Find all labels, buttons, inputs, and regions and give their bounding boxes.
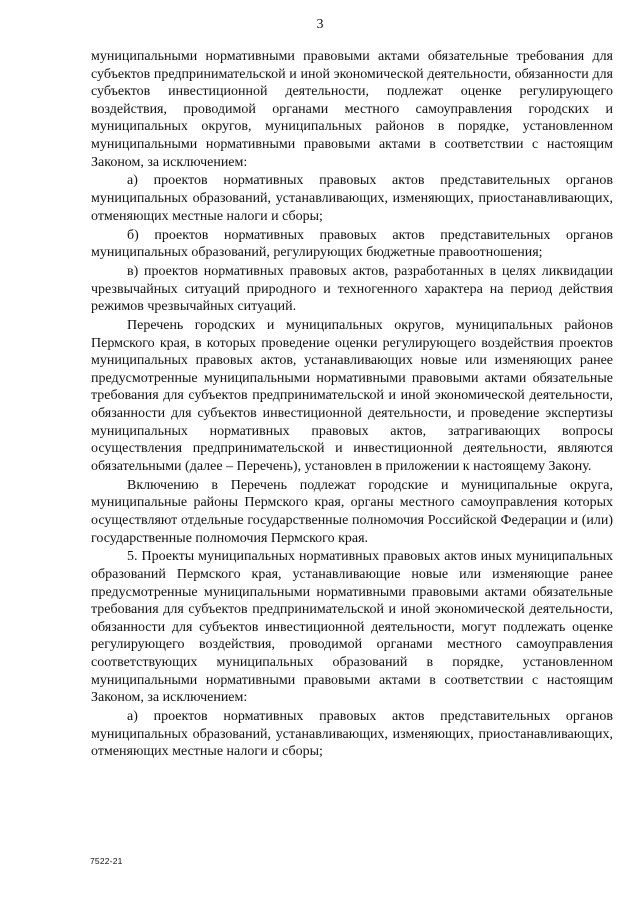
paragraph-item-v: в) проектов нормативных правовых актов, разработанных в целях ликвидации чрезвычайных ситуаций природного и техногенного характера на период действия режимов чрезвычайных ситуаций. xyxy=(91,264,613,315)
document-code: 7522-21 xyxy=(90,856,123,866)
paragraph-list-definition: Перечень городских и муниципальных округов, муниципальных районов Пермского края, в которых проведение оценки регулирующего воздействия проектов муниципальных правовых актов, устанавливающих новые или изменяющих ранее предусмотренные муниципальными нормативными правовыми актами обязательные требования для субъектов предпринимательской и иной экономической деятельности, обязанности для субъектов инвестиционной деятельности, и проведение экспертизы муниципальных нормативных правовых актов, затрагивающих вопросы осуществления предпринимательской и инвестиционной деятельности, являются обязательными (далее – Перечень), установлен в приложении к настоящему Закону. xyxy=(91,318,613,474)
paragraph-continuation: муниципальными нормативными правовыми актами обязательные требования для субъектов предпринимательской и иной экономической деятельности, обязанности для субъектов инвестиционной деятельности, подлежат оценке регулирующего воздействия, проводимой органами местного самоуправления городских и муниципальных округов, муниципальных районов в порядке, установленном муниципальными нормативными правовыми актами в соответствии с настоящим Законом, за исключением: xyxy=(91,49,613,170)
paragraph-item-b: б) проектов нормативных правовых актов представительных органов муниципальных образований, регулирующих бюджетные правоотношения; xyxy=(91,227,613,261)
document-body xyxy=(91,48,613,761)
paragraph-clause-5-item-a: а) проектов нормативных правовых актов представительных органов муниципальных образований, устанавливающих, изменяющих, приостанавливающих, отменяющих местные налоги и сборы; xyxy=(91,709,613,760)
paragraph-clause-5: 5. Проекты муниципальных нормативных правовых актов иных муниципальных образований Пермского края, устанавливающие новые или изменяющие ранее предусмотренные муниципальными нормативными правовыми актами обязательные требования для субъектов предпринимательской и иной экономической деятельности, обязанности для субъектов инвестиционной деятельности, могут подлежать оценке регулирующего воздействия, проводимой органами местного самоуправления соответствующих муниципальных образований в порядке, установленном муниципальными нормативными правовыми актами в соответствии с настоящим Законом, за исключением: xyxy=(91,549,613,706)
paragraph-list-inclusion: Включению в Перечень подлежат городские и муниципальные округа, муниципальные районы Пермского края, органы местного самоуправления которых осуществляют отдельные государственные полномочия Российской Федерации и (или) государственные полномочия Пермского края. xyxy=(91,477,613,546)
page-number: 3 xyxy=(316,17,324,32)
paragraph-item-a: а) проектов нормативных правовых актов представительных органов муниципальных образований, устанавливающих, изменяющих, приостанавливающих, отменяющих местные налоги и сборы; xyxy=(91,173,613,224)
